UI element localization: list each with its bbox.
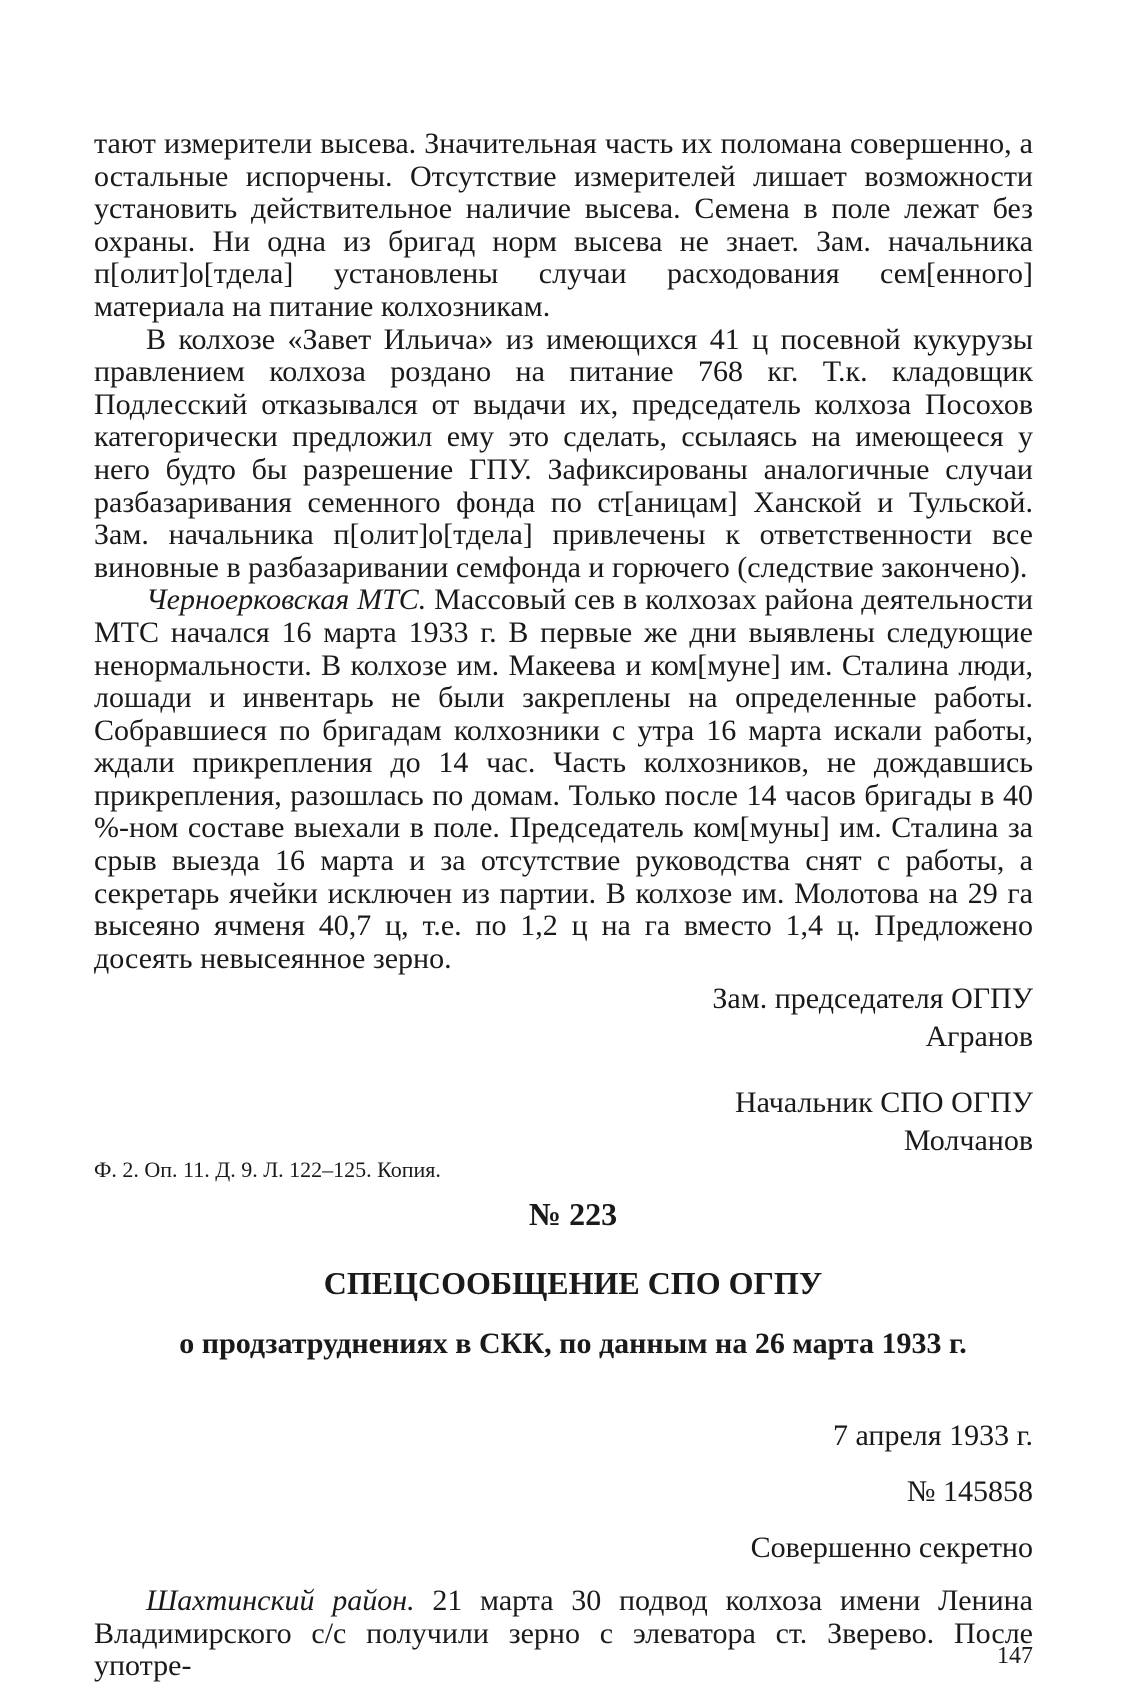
paragraph-2: В колхозе «Завет Ильича» из имеющихся 41 ц посевной кукурузы правлением колхоза роздано на питание 768 кг. Т.к. кладовщик Подлесский отказывался от выдачи их, председатель колхоза Посохов категорически предложил ему это сделать, ссылаясь на имеющееся у него будто бы разрешение ГПУ. Зафиксированы аналогичные случаи разбазаривания семенного фонда по ст[аницам] Ханской и Тульской. Зам. начальника п[олит]о[тдела] привлечены к ответственности все виновные в разбазаривании семфонда и горючего (следствие закончено). (94, 322, 1033, 584)
body-text (94, 128, 1033, 975)
paragraph-1: тают измерители высева. Значительная часть их поломана совершенно, а остальные испорчены. Отсутствие измерителей лишает возможности установить действительное наличие высева. Семена в поле лежат без охраны. Ни одна из бригад норм высева не знает. Зам. начальника п[олит]о[тдела] установлены случаи расходования сем[енного] материала на питание колхозникам. (94, 127, 1033, 323)
document-title: СПЕЦСООБЩЕНИЕ СПО ОГПУ (323, 1265, 823, 1301)
registration-number: № 145858 (906, 1475, 1033, 1508)
page-number: 147 (997, 1643, 1033, 1669)
paragraph-3: Черноерковская МТС. Массовый сев в колхозах района деятельности МТС начался 16 марта 1933 г. В первые же дни выявлены следующие ненормальности. В колхозе им. Макеева и ком[муне] им. Сталина люди, лошади и инвентарь не были закреплены на определенные работы. Собравшиеся по бригадам колхозники с утра 16 марта искали работы, ждали прикрепления до 14 час. Часть колхозников, не дождавшись прикрепления, разошлась по домам. Только после 14 часов бригады в 40 %-ном составе выехали в поле. Председатель ком[муны] им. Сталина за срыв выезда 16 марта и за отсутствие руководства снят с работы, а секретарь ячейки исключен из партии. В колхозе им. Молотова на 29 га высеяно ячменя 40,7 ц, т.е. по 1,2 ц на га вместо 1,4 ц. Предложено досеять невысеянное зерно. (94, 583, 1034, 975)
signature-name: Агранов (925, 1020, 1033, 1053)
signature-position: Зам. председателя ОГПУ (712, 982, 1033, 1015)
document-subtitle: о продзатруднениях в СКК, по данным на 26 марта 1933 г. (179, 1327, 967, 1360)
paragraph-lead-place: Черноерковская МТС. (146, 583, 427, 617)
closing-text (94, 1585, 1033, 1683)
document-number: № 223 (528, 1196, 618, 1232)
archive-reference: Ф. 2. Оп. 11. Д. 9. Л. 122–125. Копия. (94, 1157, 441, 1182)
paragraph-lead-place: Шахтинский район. (146, 1584, 415, 1617)
signature-block-1 (712, 980, 1033, 1056)
document-date: 7 апреля 1933 г. (833, 1419, 1033, 1452)
classification-stamp: Совершенно секретно (750, 1531, 1033, 1564)
signature-name: Молчанов (903, 1124, 1033, 1157)
signature-position: Начальник СПО ОГПУ (734, 1086, 1033, 1119)
paragraph-4: Шахтинский район. 21 марта 30 подвод колхоза имени Ленина Владимирского с/с получили зерно с элеватора ст. Зверево. После употре- (94, 1584, 1033, 1683)
signature-block-2 (735, 1084, 1033, 1160)
